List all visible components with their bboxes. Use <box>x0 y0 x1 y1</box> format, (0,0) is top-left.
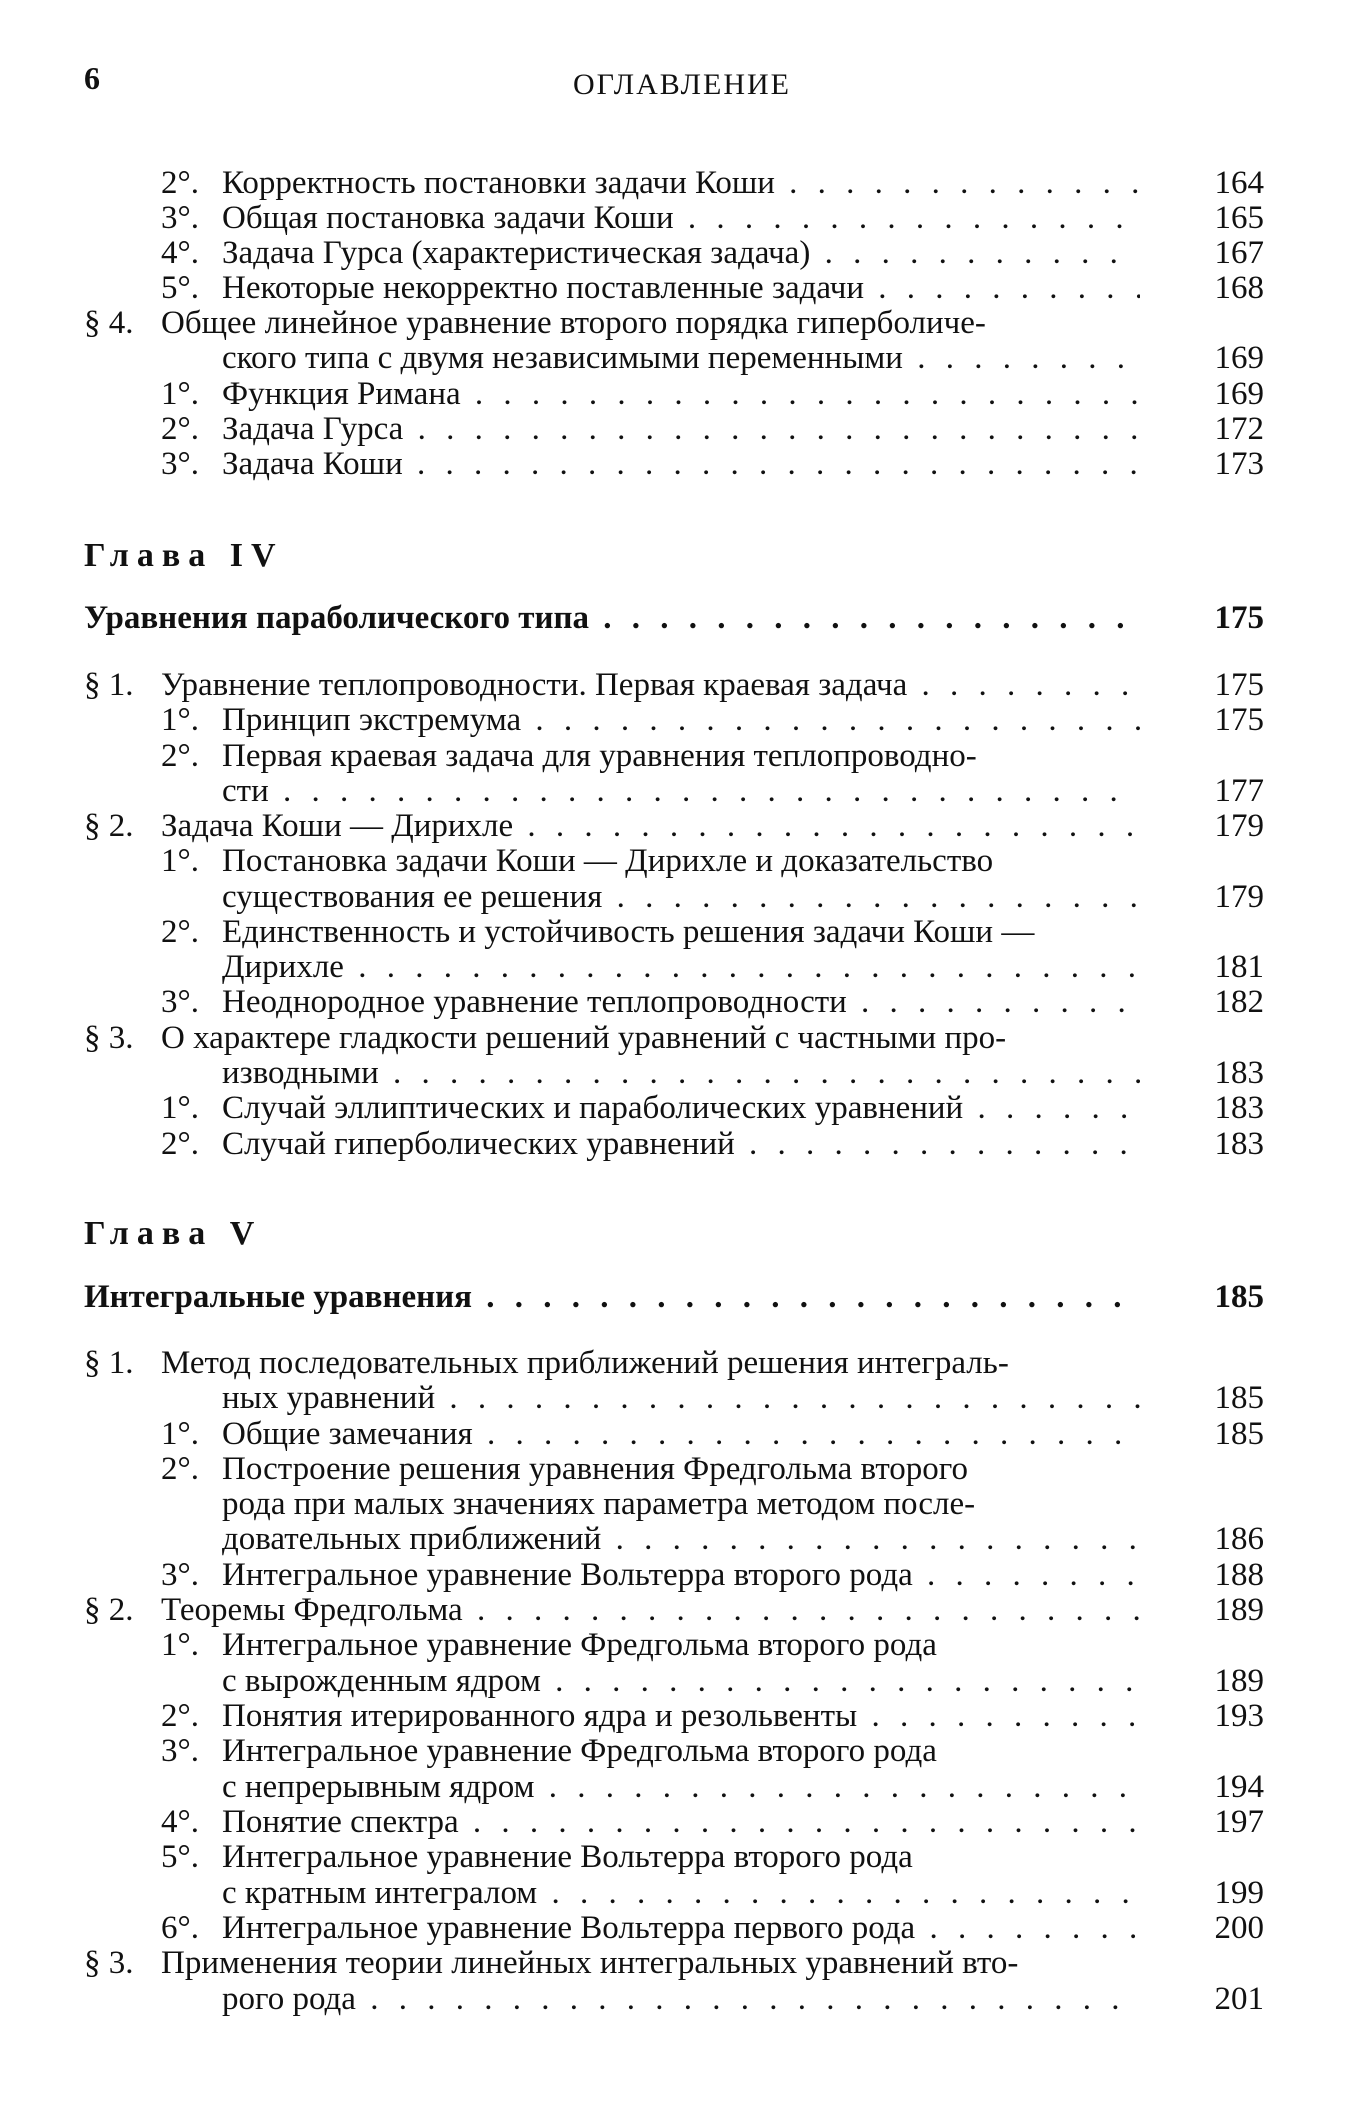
toc-page-number: 172 <box>1214 411 1264 447</box>
toc-page-number: 168 <box>1214 270 1264 306</box>
toc-entry-title: ского типа с двумя независимыми переменными . . . <box>222 340 1140 376</box>
toc-entry-number: 2°. <box>161 738 199 774</box>
page-number: 6 <box>84 60 100 96</box>
toc-entry-number: 3°. <box>161 200 199 236</box>
toc-entry[interactable] <box>161 1733 1140 1769</box>
toc-entry-number: § 2. <box>84 1592 134 1628</box>
toc-entry-title: рого рода . . . <box>222 1981 1140 2017</box>
chapter-heading: Глава V <box>84 1215 263 1252</box>
toc-entry-title: Принцип экстремума . . . <box>222 702 1140 738</box>
toc-entry-number: 4°. <box>161 235 199 271</box>
toc-entry-title: довательных приближений . . . <box>222 1521 1140 1557</box>
toc-entry-title: Применения теории линейных интегральных уравнений вто- <box>161 1945 1019 1981</box>
toc-entry[interactable] <box>161 1126 1140 1162</box>
toc-entry-number: § 1. <box>84 667 134 703</box>
toc-entry-title: Задача Гурса . . . <box>222 411 1140 447</box>
toc-entry[interactable] <box>84 808 1140 844</box>
toc-entry[interactable] <box>161 1557 1140 1593</box>
toc-entry-title: изводными . . . <box>222 1055 1140 1091</box>
toc-entry[interactable] <box>161 1627 1140 1663</box>
toc-page-number: 183 <box>1214 1090 1264 1126</box>
toc-page-number: 193 <box>1214 1698 1264 1734</box>
toc-entry[interactable] <box>161 1663 1140 1699</box>
toc-entry-title: Интегральное уравнение Вольтерра первого рода . . . <box>222 1910 1140 1946</box>
toc-page-number: 175 <box>1214 702 1264 738</box>
toc-entry-title: Случай эллиптических и параболических уравнений . . . <box>222 1090 1140 1126</box>
toc-entry-title: с вырожденным ядром . . . <box>222 1663 1140 1699</box>
toc-entry-title: Уравнения параболического типа . . . <box>84 600 1140 636</box>
running-title: ОГЛАВЛЕНИЕ <box>573 68 791 101</box>
toc-entry-title: Теоремы Фредгольма . . . <box>161 1592 1140 1628</box>
toc-entry[interactable] <box>161 773 1140 809</box>
toc-entry-title: Интегральное уравнение Фредгольма второго рода <box>222 1627 937 1663</box>
toc-page-number: 173 <box>1214 446 1264 482</box>
toc-entry-title: Постановка задачи Коши — Дирихле и доказательство <box>222 843 994 879</box>
toc-entry-number: 1°. <box>161 843 199 879</box>
toc-entry-title: ных уравнений . . . <box>222 1380 1140 1416</box>
toc-page-number: 179 <box>1214 879 1264 915</box>
toc-entry-title: Случай гиперболических уравнений . . . <box>222 1126 1140 1162</box>
toc-entry[interactable] <box>161 1804 1140 1840</box>
toc-entry-number: 2°. <box>161 914 199 950</box>
toc-entry[interactable] <box>84 667 1140 703</box>
toc-entry-title: существования ее решения . . . <box>222 879 1140 915</box>
toc-entry[interactable] <box>161 200 1140 236</box>
toc-entry-number: 3°. <box>161 1557 199 1593</box>
toc-entry[interactable] <box>161 1090 1140 1126</box>
toc-entry-number: § 1. <box>84 1345 134 1381</box>
toc-entry-title: Корректность постановки задачи Коши . . . <box>222 165 1140 201</box>
toc-entry-title: с кратным интегралом . . . <box>222 1875 1140 1911</box>
toc-page-number: 167 <box>1214 235 1264 271</box>
toc-entry-title: Функция Римана . . . <box>222 376 1140 412</box>
toc-page-number: 189 <box>1214 1663 1264 1699</box>
toc-entry-number: 2°. <box>161 1126 199 1162</box>
toc-entry-title: Общие замечания . . . <box>222 1416 1140 1452</box>
toc-page-number: 189 <box>1214 1592 1264 1628</box>
toc-entry-number: 6°. <box>161 1910 199 1946</box>
toc-page-number: 183 <box>1214 1126 1264 1162</box>
toc-page-number: 165 <box>1214 200 1264 236</box>
toc-page-number: 185 <box>1214 1416 1264 1452</box>
toc-entry[interactable] <box>84 1279 1140 1315</box>
toc-page-number: 185 <box>1214 1279 1264 1315</box>
toc-entry-number: § 2. <box>84 808 134 844</box>
toc-entry[interactable] <box>161 1486 1140 1522</box>
toc-entry[interactable] <box>161 1875 1140 1911</box>
toc-entry-number: § 4. <box>84 305 134 341</box>
toc-entry-number: 3°. <box>161 446 199 482</box>
toc-entry[interactable] <box>84 600 1140 636</box>
toc-entry[interactable] <box>161 165 1140 201</box>
toc-entry[interactable] <box>161 1769 1140 1805</box>
toc-page-number: 169 <box>1214 376 1264 412</box>
toc-entry-number: 1°. <box>161 376 199 412</box>
toc-entry-title: Понятие спектра . . . <box>222 1804 1140 1840</box>
toc-entry[interactable] <box>84 1020 1140 1056</box>
toc-entry[interactable] <box>161 446 1140 482</box>
toc-entry-number: 1°. <box>161 1627 199 1663</box>
toc-page-number: 186 <box>1214 1521 1264 1557</box>
toc-page-number: 179 <box>1214 808 1264 844</box>
toc-entry[interactable] <box>84 305 1140 341</box>
toc-entry-title: сти . . . <box>222 773 1140 809</box>
page-header <box>84 60 1280 120</box>
chapter-heading: Глава IV <box>84 537 284 574</box>
toc-entry-number: 1°. <box>161 702 199 738</box>
toc-entry-title: Некоторые некорректно поставленные задачи . . . <box>222 270 1140 306</box>
toc-entry[interactable] <box>161 843 1140 879</box>
toc-entry-number: 2°. <box>161 1451 199 1487</box>
toc-page-number: 199 <box>1214 1875 1264 1911</box>
toc-page-number: 194 <box>1214 1769 1264 1805</box>
toc-entry[interactable] <box>161 411 1140 447</box>
toc-entry-number: 2°. <box>161 411 199 447</box>
toc-entry-title: О характере гладкости решений уравнений с частными про- <box>161 1020 1007 1056</box>
toc-page-number: 169 <box>1214 340 1264 376</box>
toc-page-number: 164 <box>1214 165 1264 201</box>
toc-entry-title: Единственность и устойчивость решения задачи Коши — <box>222 914 1035 950</box>
toc-entry[interactable] <box>84 1345 1140 1381</box>
toc-page-number: 183 <box>1214 1055 1264 1091</box>
toc-entry-number: 2°. <box>161 1698 199 1734</box>
toc-entry[interactable] <box>161 879 1140 915</box>
toc-entry-number: 2°. <box>161 165 199 201</box>
toc-page-number: 181 <box>1214 949 1264 985</box>
toc-entry-number: 1°. <box>161 1090 199 1126</box>
toc-entry[interactable] <box>161 1910 1140 1946</box>
toc-entry-title: Задача Коши — Дирихле . . . <box>161 808 1140 844</box>
toc-entry-number: 5°. <box>161 270 199 306</box>
toc-entry-title: Построение решения уравнения Фредгольма второго <box>222 1451 969 1487</box>
toc-entry[interactable] <box>161 738 1140 774</box>
toc-entry[interactable] <box>161 984 1140 1020</box>
toc-entry-title: Общая постановка задачи Коши . . . <box>222 200 1140 236</box>
toc-entry-title: с непрерывным ядром . . . <box>222 1769 1140 1805</box>
toc-entry-title: Первая краевая задача для уравнения теплопроводно- <box>222 738 977 774</box>
toc-entry[interactable] <box>161 1981 1140 2017</box>
toc-entry-title: Дирихле . . . <box>222 949 1140 985</box>
toc-entry[interactable] <box>161 270 1140 306</box>
toc-entry-number: 4°. <box>161 1804 199 1840</box>
toc-entry[interactable] <box>161 914 1140 950</box>
toc-entry-title: Задача Гурса (характеристическая задача) . . . <box>222 235 1140 271</box>
toc-entry-number: § 3. <box>84 1020 134 1056</box>
toc-entry-title: Общее линейное уравнение второго порядка гиперболиче- <box>161 305 986 341</box>
toc-entry[interactable] <box>161 1416 1140 1452</box>
toc-entry[interactable] <box>161 235 1140 271</box>
toc-page-number: 197 <box>1214 1804 1264 1840</box>
toc-entry-number: 1°. <box>161 1416 199 1452</box>
toc-entry[interactable] <box>84 1592 1140 1628</box>
toc-entry-title: Интегральное уравнение Вольтерра второго рода <box>222 1839 913 1875</box>
toc-page-number: 177 <box>1214 773 1264 809</box>
toc-entry[interactable] <box>161 1839 1140 1875</box>
toc-entry-title: Интегральное уравнение Фредгольма второго рода <box>222 1733 937 1769</box>
toc-entry-number: § 3. <box>84 1945 134 1981</box>
toc-entry-number: 3°. <box>161 984 199 1020</box>
toc-entry-title: Интегральное уравнение Вольтерра второго рода . . . <box>222 1557 1140 1593</box>
toc-page-number: 185 <box>1214 1380 1264 1416</box>
toc-entry[interactable] <box>161 340 1140 376</box>
toc-entry-number: 5°. <box>161 1839 199 1875</box>
toc-entry[interactable] <box>161 376 1140 412</box>
toc-page-number: 175 <box>1214 600 1264 636</box>
toc-entry[interactable] <box>161 1380 1140 1416</box>
toc-entry[interactable] <box>161 1055 1140 1091</box>
toc-entry[interactable] <box>161 949 1140 985</box>
toc-page-number: 175 <box>1214 667 1264 703</box>
toc-entry-title: Задача Коши . . . <box>222 446 1140 482</box>
toc-entry-title: Метод последовательных приближений решения интеграль- <box>161 1345 1009 1381</box>
toc-entry-title: рода при малых значениях параметра методом после- <box>222 1486 976 1522</box>
toc-entry[interactable] <box>161 1451 1140 1487</box>
toc-entry-title: Интегральные уравнения . . . <box>84 1279 1140 1315</box>
toc-entry[interactable] <box>161 702 1140 738</box>
toc-page-number: 200 <box>1214 1910 1264 1946</box>
toc-page-number: 201 <box>1214 1981 1264 2017</box>
toc-entry[interactable] <box>161 1698 1140 1734</box>
toc-entry-title: Неоднородное уравнение теплопроводности . . . <box>222 984 1140 1020</box>
toc-entry-number: 3°. <box>161 1733 199 1769</box>
toc-page-number: 188 <box>1214 1557 1264 1593</box>
toc-entry-title: Понятия итерированного ядра и резольвенты . . . <box>222 1698 1140 1734</box>
toc-entry-title: Уравнение теплопроводности. Первая краевая задача . . . <box>161 667 1140 703</box>
toc-entry[interactable] <box>161 1521 1140 1557</box>
toc-entry[interactable] <box>84 1945 1140 1981</box>
toc-page-number: 182 <box>1214 984 1264 1020</box>
